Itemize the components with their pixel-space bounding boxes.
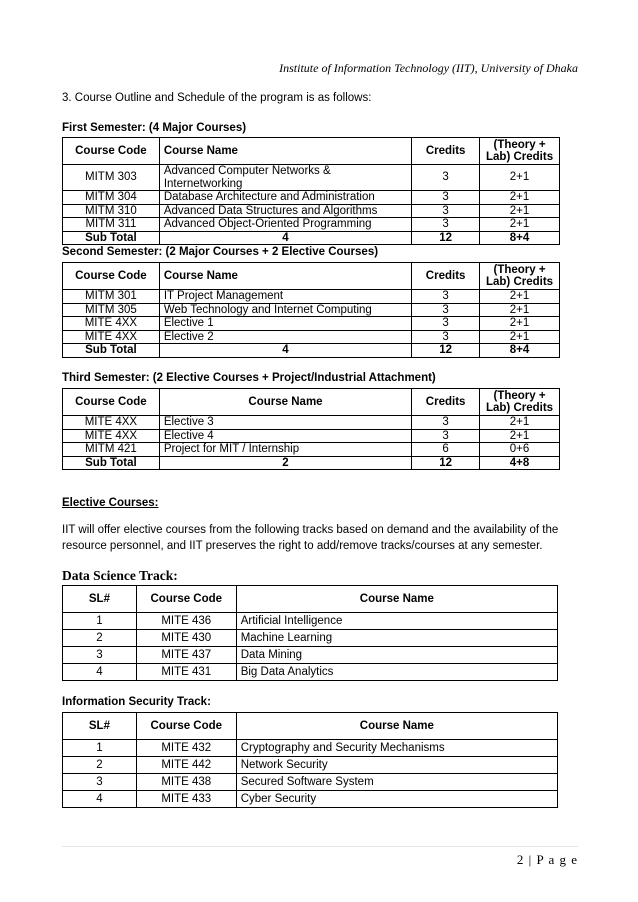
credits: 3 [412,204,480,218]
theory-lab-credits: 2+1 [480,429,560,443]
subtotal-theory-lab: 4+8 [480,456,560,470]
course-name: Network Security [236,757,557,774]
subtotal-row [63,231,560,245]
subtotal-credits: 12 [412,456,480,470]
elective-heading: Elective Courses: [62,497,159,509]
semester-2-title: Second Semester: (2 Major Courses + 2 Elective Courses) [62,246,379,258]
table-header-row [63,389,560,416]
footer-divider [62,846,578,847]
course-name: Artificial Intelligence [236,613,557,630]
course-code: MITM 304 [63,191,160,205]
subtotal-courses: 4 [159,344,411,358]
course-name: Advanced Object-Oriented Programming [159,218,411,232]
course-name: Machine Learning [236,630,557,647]
table-row [63,757,558,774]
theory-lab-credits: 2+1 [480,218,560,232]
serial-number: 2 [63,757,137,774]
header-credits: Credits [412,263,480,290]
header-course-code: Course Code [136,713,236,740]
track-2-table [62,712,558,808]
header-sl: SL# [63,586,137,613]
table-row [63,664,558,681]
course-name: Elective 4 [159,429,411,443]
subtotal-credits: 12 [412,344,480,358]
course-name: Elective 2 [159,330,411,344]
header-course-name: Course Name [159,138,411,165]
course-name: Advanced Computer Networks & Internetworking [159,165,411,191]
course-code: MITM 303 [63,165,160,191]
header-course-name: Course Name [159,263,411,290]
table-row [63,204,560,218]
header-course-code: Course Code [63,389,160,416]
header-credits: Credits [412,389,480,416]
header-theory-lab: (Theory + Lab) Credits [480,263,560,290]
table-row [63,647,558,664]
credits: 3 [412,330,480,344]
course-code: MITM 421 [63,443,160,457]
institution-header: Institute of Information Technology (IIT), University of Dhaka [279,61,578,75]
semester-3-table [62,388,560,470]
theory-lab-credits: 2+1 [480,416,560,430]
semester-1-title: First Semester: (4 Major Courses) [62,122,247,134]
table-row [63,303,560,317]
course-name: Advanced Data Structures and Algorithms [159,204,411,218]
subtotal-credits: 12 [412,231,480,245]
course-code: MITE 4XX [63,330,160,344]
serial-number: 2 [63,630,137,647]
table-row [63,416,560,430]
credits: 3 [412,429,480,443]
table-row [63,191,560,205]
course-name: Cyber Security [236,791,557,808]
header-course-name: Course Name [159,389,411,416]
course-name: Secured Software System [236,774,557,791]
table-row [63,613,558,630]
course-code: MITM 305 [63,303,160,317]
subtotal-row [63,456,560,470]
table-row [63,218,560,232]
subtotal-row [63,344,560,358]
course-name: Big Data Analytics [236,664,557,681]
course-name: IT Project Management [159,290,411,304]
credits: 6 [412,443,480,457]
theory-lab-credits: 2+1 [480,330,560,344]
course-code: MITE 4XX [63,416,160,430]
semester-1-table [62,137,560,245]
table-row [63,165,560,191]
course-name: Database Architecture and Administration [159,191,411,205]
course-code: MITE 4XX [63,429,160,443]
theory-lab-credits: 2+1 [480,165,560,191]
subtotal-courses: 2 [159,456,411,470]
intro-text: 3. Course Outline and Schedule of the program is as follows: [62,92,372,104]
table-header-row [63,138,560,165]
theory-lab-credits: 2+1 [480,290,560,304]
course-name: Web Technology and Internet Computing [159,303,411,317]
serial-number: 3 [63,647,137,664]
course-code: MITE 442 [136,757,236,774]
course-name: Elective 1 [159,317,411,331]
header-sl: SL# [63,713,137,740]
table-row [63,774,558,791]
header-course-code: Course Code [63,138,160,165]
course-code: MITE 433 [136,791,236,808]
subtotal-label: Sub Total [63,456,160,470]
elective-paragraph: IIT will offer elective courses from the following tracks based on demand and the availability of the resource personnel, and IIT preserves the right to add/remove tracks/courses at any semester. [62,524,559,552]
table-row [63,429,560,443]
serial-number: 1 [63,740,137,757]
table-row [63,290,560,304]
table-row [63,791,558,808]
course-name: Project for MIT / Internship [159,443,411,457]
serial-number: 4 [63,664,137,681]
track-2-title: Information Security Track: [62,696,211,708]
theory-lab-credits: 2+1 [480,191,560,205]
course-code: MITM 301 [63,290,160,304]
semester-2-table [62,262,560,358]
page-label: | P a g e [528,852,578,867]
serial-number: 4 [63,791,137,808]
table-row [63,317,560,331]
course-code: MITM 311 [63,218,160,232]
table-row [63,740,558,757]
header-course-name: Course Name [236,713,557,740]
credits: 3 [412,303,480,317]
table-row [63,443,560,457]
subtotal-courses: 4 [159,231,411,245]
course-name: Elective 3 [159,416,411,430]
course-code: MITE 436 [136,613,236,630]
track-1-table [62,585,558,681]
course-code: MITE 438 [136,774,236,791]
subtotal-theory-lab: 8+4 [480,231,560,245]
course-code: MITE 431 [136,664,236,681]
credits: 3 [412,290,480,304]
serial-number: 3 [63,774,137,791]
header-course-code: Course Code [63,263,160,290]
course-name: Data Mining [236,647,557,664]
page-footer [517,852,578,868]
course-code: MITE 4XX [63,317,160,331]
table-row [63,330,560,344]
theory-lab-credits: 2+1 [480,204,560,218]
semester-3-title: Third Semester: (2 Elective Courses + Project/Industrial Attachment) [62,372,436,384]
credits: 3 [412,191,480,205]
credits: 3 [412,218,480,232]
serial-number: 1 [63,613,137,630]
table-header-row [63,713,558,740]
header-theory-lab: (Theory + Lab) Credits [480,138,560,165]
course-code: MITE 430 [136,630,236,647]
header-theory-lab: (Theory + Lab) Credits [480,389,560,416]
track-1-title: Data Science Track: [62,568,178,583]
credits: 3 [412,317,480,331]
course-code: MITM 310 [63,204,160,218]
theory-lab-credits: 0+6 [480,443,560,457]
course-code: MITE 437 [136,647,236,664]
header-credits: Credits [412,138,480,165]
header-course-code: Course Code [136,586,236,613]
course-code: MITE 432 [136,740,236,757]
header-course-name: Course Name [236,586,557,613]
table-row [63,630,558,647]
subtotal-theory-lab: 8+4 [480,344,560,358]
page-number: 2 [516,852,525,867]
theory-lab-credits: 2+1 [480,317,560,331]
credits: 3 [412,416,480,430]
credits: 3 [412,165,480,191]
theory-lab-credits: 2+1 [480,303,560,317]
table-header-row [63,586,558,613]
subtotal-label: Sub Total [63,344,160,358]
table-header-row [63,263,560,290]
subtotal-label: Sub Total [63,231,160,245]
course-name: Cryptography and Security Mechanisms [236,740,557,757]
